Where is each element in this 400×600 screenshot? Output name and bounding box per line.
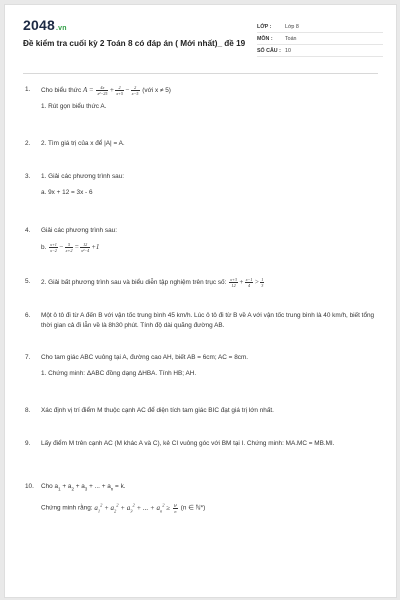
question-subpart (41, 500, 377, 516)
header-divider (23, 73, 378, 74)
subpart-prefix: b. (41, 244, 47, 252)
meta-row-mon (257, 33, 383, 45)
logo-tld: .vn (55, 25, 67, 32)
meta-value: 10 (285, 47, 291, 54)
question-number: 4. (25, 227, 31, 234)
meta-row-socau (257, 45, 383, 57)
question-8 (25, 406, 377, 416)
question-text: Giải các phương trình sau: (41, 227, 117, 234)
question-text (41, 482, 377, 494)
question-number: 9. (25, 440, 31, 447)
meta-row-lop (257, 21, 383, 33)
question-text-suffix: (với x ≠ 5) (142, 87, 171, 95)
meta-value: Lớp 8 (285, 23, 299, 30)
question-subpart: 1. Rút gọn biểu thức A. (41, 103, 107, 111)
question-2 (25, 139, 377, 149)
question-subpart: a. 9x + 12 = 3x - 6 (41, 189, 93, 196)
question-number: 5. (25, 278, 31, 285)
question-number: 1. (25, 86, 31, 93)
question-text-prefix: Cho biểu thức (41, 87, 82, 95)
question-text (41, 277, 377, 288)
subpart-suffix: (n ∈ ℕ*) (180, 504, 206, 512)
subpart-prefix: Chứng minh rằng: (41, 504, 93, 512)
question-text-body: 2. Giải bất phương trình sau và biểu diễn tập nghiệm trên trục số: (41, 279, 227, 287)
question-text (41, 85, 377, 96)
logo-text: 2048 (23, 17, 55, 33)
formula: $\frac{x+1}{x-2}$ − $\frac{5}{x+2}$ = $\frac{12}{\text{x²−4}}$ +1 (50, 242, 100, 253)
question-subpart: 1. Chứng minh: ΔABC đồng dạng ΔHBA. Tính HB; AH. (41, 370, 197, 377)
document-title: Đề kiểm tra cuối kỳ 2 Toán 8 có đáp án ( Mới nhất)_ đề 19 (23, 39, 246, 48)
question-text: Một ô tô đi từ A đến B với vận tốc trung bình 45 km/h. Lúc ô tô đi từ B về A với vận tốc trung bình là 40 km/h, biết tổng thời gian cả đi lẫn về là 8h30 phút. Tính độ dài quãng đường AB. (41, 312, 375, 329)
document-page (4, 4, 397, 598)
question-number: 6. (25, 312, 31, 319)
question-text: Cho tam giác ABC vuông tại A, đường cao AH, biết AB = 6cm; AC = 8cm. (41, 354, 249, 361)
question-10 (25, 482, 377, 516)
question-number: 3. (25, 173, 31, 180)
formula: $\frac{x+3}{12}$ + $\frac{x-1}{4}$ > $\frac{1}{3}$ (230, 277, 264, 288)
question-number: 10. (25, 483, 34, 490)
document-header (23, 17, 383, 69)
question-9 (25, 439, 377, 449)
question-text: 1. Giải các phương trình sau: (41, 173, 125, 180)
question-6 (25, 311, 377, 331)
site-logo[interactable] (23, 17, 67, 33)
question-text: 2. Tìm giá trị của x để |A| = A. (41, 140, 125, 147)
question-4 (25, 226, 377, 253)
question-text: Xác định vị trí điểm M thuộc cạnh AC để diện tích tam giác BIC đạt giá trị lớn nhất. (41, 407, 274, 414)
question-5 (25, 277, 377, 288)
meta-table (257, 21, 383, 57)
formula: A = $\frac{4x}{\text{x²−25}}$ + $\frac{2}{x+5}$ − $\frac{2}{x-5}$ (82, 85, 139, 96)
question-number: 2. (25, 140, 31, 147)
meta-value: Toán (285, 35, 297, 42)
question-text-prefix: Cho (41, 483, 53, 490)
question-7 (25, 353, 377, 379)
question-3 (25, 172, 377, 198)
question-subpart (41, 242, 377, 253)
question-number: 7. (25, 354, 31, 361)
meta-label: LỚP : (257, 23, 272, 30)
question-text: Lấy điểm M trên cạnh AC (M khác A và C), kẻ CI vuông góc với BM tại I. Chứng minh: MA.MC = MB.MI. (41, 440, 335, 447)
question-1 (25, 85, 377, 112)
meta-label: SỐ CÂU : (257, 47, 281, 54)
formula: $a_1 + a_2 + a_3$ + ... + $a_n = k$. (54, 483, 126, 492)
question-number: 8. (25, 407, 31, 414)
formula: $a_1^2 + a_2^2 + a_3^2$ + ... + $a_n^2$ ≥ $\frac{\text{k²}}{n}$ (94, 502, 177, 514)
meta-label: MÔN : (257, 35, 273, 42)
